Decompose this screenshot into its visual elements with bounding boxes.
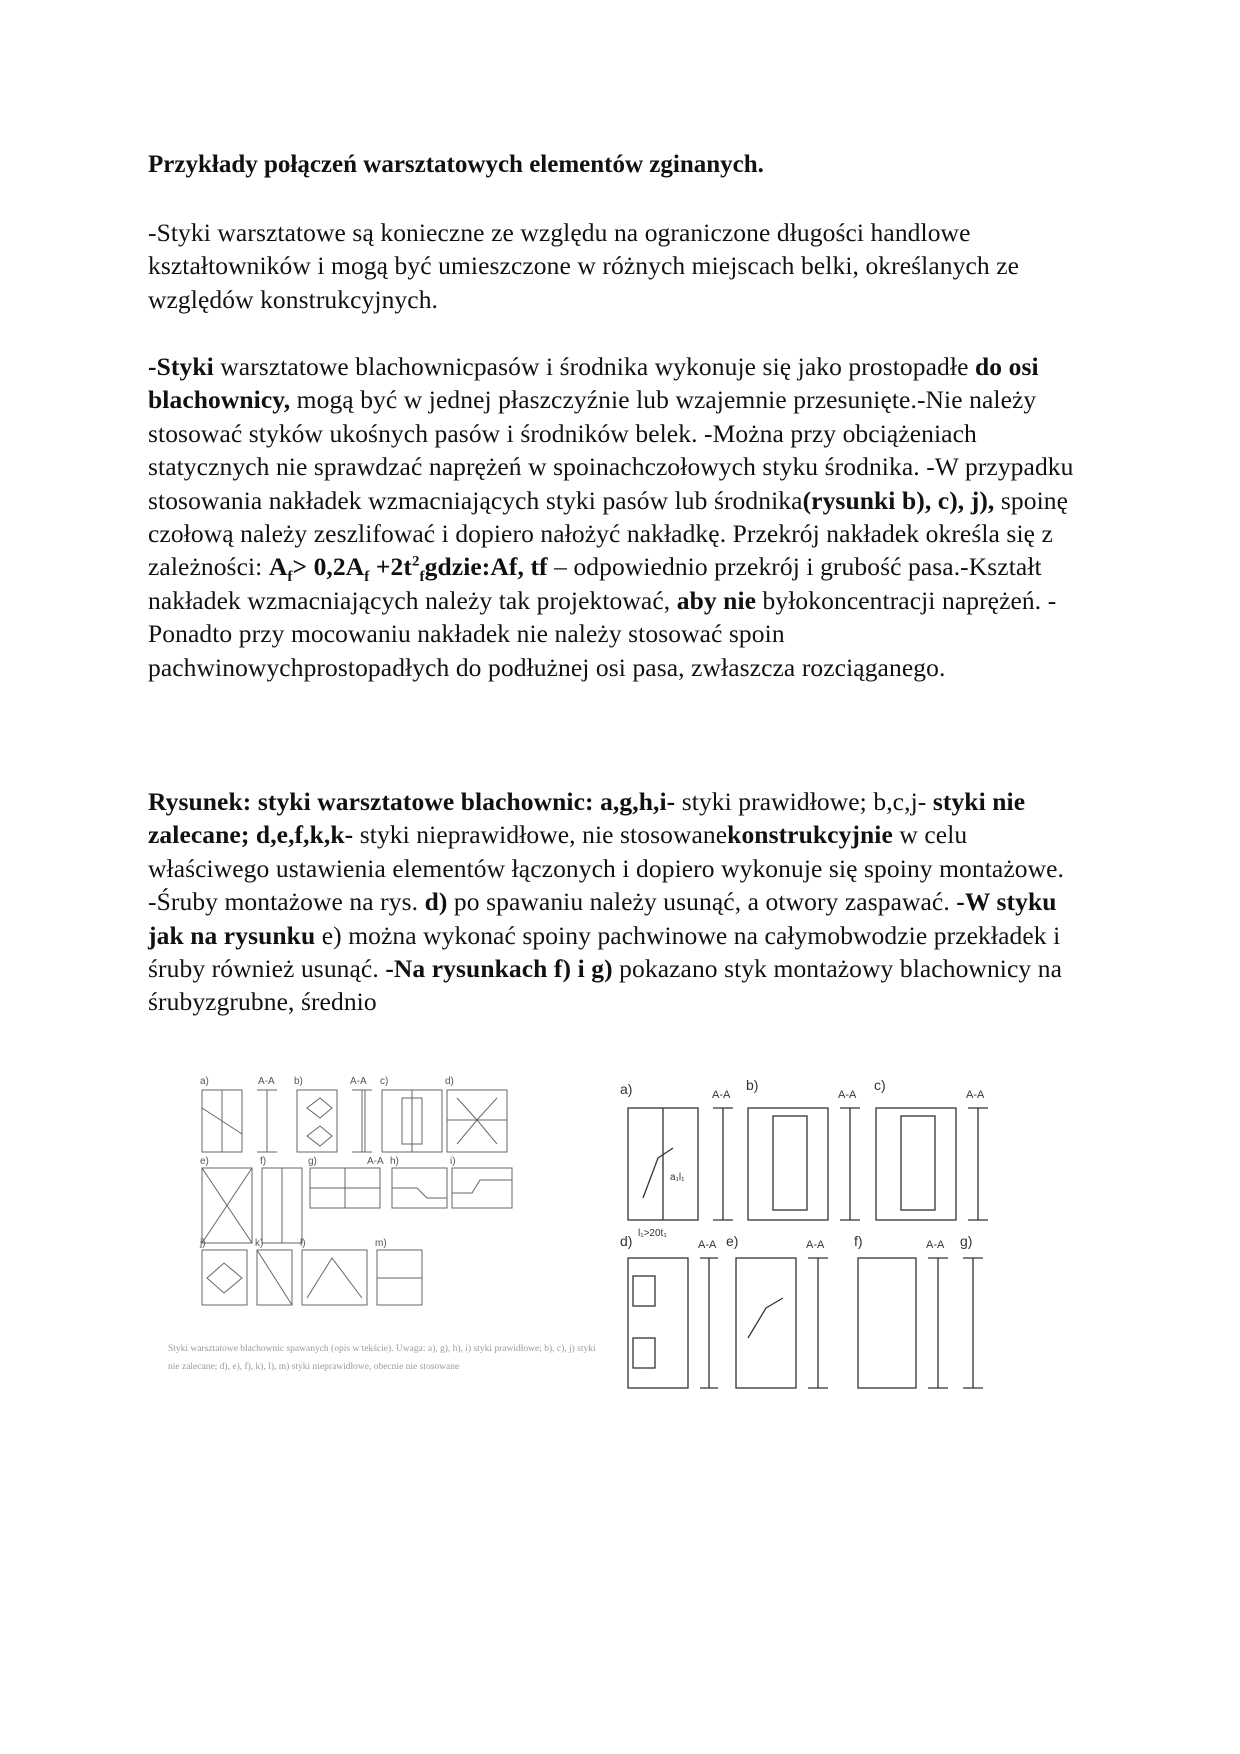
document-title: Przykłady połączeń warsztatowych elementów zginanych. bbox=[148, 151, 764, 178]
section-label: A-A bbox=[806, 1239, 825, 1251]
bold-term: konstrukcyjnie bbox=[727, 820, 893, 850]
text-run: w celu właściwego ustawienia elementów łączonych i dopiero wykonuje się spoiny montażowe. -Śruby montażowe na rys. bbox=[148, 820, 1065, 917]
label-c: c) bbox=[874, 1077, 886, 1093]
label-b: b) bbox=[294, 1076, 303, 1087]
label-a: a) bbox=[620, 1081, 633, 1097]
panel-i bbox=[452, 1168, 512, 1208]
label-i: i) bbox=[450, 1156, 456, 1167]
label-e: e) bbox=[726, 1233, 739, 1249]
panel-b bbox=[748, 1108, 828, 1220]
paragraph-plate-girder-splices bbox=[148, 350, 1088, 684]
text-run: mogą być w jednej płaszczyźnie lub wzajemnie przesunięte.-Nie należy stosować styków ukośnych pasów i środników belek. -Można przy obciążeniach statycznych nie sprawdzać naprężeń w spoinachczołowych styku środnika. -W przypadku stosowania nakładek wzmacniających styki pasów lub środnika bbox=[148, 385, 1074, 515]
bold-term: -Na rysunkach f) i g) bbox=[385, 954, 613, 984]
label-c: c) bbox=[380, 1076, 389, 1087]
bold-term: (rysunki b), c), j), bbox=[802, 485, 995, 515]
panel-c bbox=[876, 1108, 956, 1220]
label-g: g) bbox=[308, 1156, 317, 1167]
figure-caption-left: Styki warsztatowe blachownic spawanych (opis w tekście). Uwaga: a), g), h), i) styki prawidłowe; b), c), j) styki nie zalecane; d), e), f), k), l), m) styki nieprawidłowe, obecnie nie stosowane bbox=[168, 1344, 596, 1372]
bold-term: styki nie zalecane; d,e,f,k,k- bbox=[148, 787, 1026, 850]
text-run: pokazano styk montażowy blachownicy na śrubyzgrubne, średnio bbox=[148, 954, 1062, 1017]
figure-welded-splices-right bbox=[618, 1068, 1073, 1408]
text-run: warsztatowe blachownicpasów i środnika wykonuje się jako prostopadłe bbox=[213, 352, 975, 381]
text-run: styki nieprawidłowe, nie stosowane bbox=[353, 820, 728, 850]
label-d: d) bbox=[445, 1076, 454, 1087]
dimension-label: l₁>20t₁ bbox=[638, 1228, 667, 1239]
section-label: A-A bbox=[712, 1089, 731, 1101]
label-d: d) bbox=[620, 1233, 633, 1249]
bold-term: -W styku jak na rysunku bbox=[148, 887, 1057, 950]
label-b: b) bbox=[746, 1077, 759, 1093]
label-e: e) bbox=[200, 1156, 209, 1167]
text-run: po spawaniu należy usunąć, a otwory zaspawać. bbox=[447, 887, 957, 917]
bold-term: d) bbox=[424, 887, 448, 917]
paragraph-figure-description bbox=[148, 785, 1088, 1019]
label-j: j) bbox=[200, 1238, 206, 1249]
panel-j bbox=[202, 1250, 247, 1305]
section-label: A-A bbox=[698, 1239, 717, 1251]
formula: $A_f> 0,2A_f$ $+2t^2_fgdzie:Af$, tf bbox=[268, 552, 548, 586]
label-g: g) bbox=[960, 1233, 973, 1249]
panel-f bbox=[858, 1258, 916, 1388]
label-l: l) bbox=[300, 1238, 306, 1249]
panel-d bbox=[447, 1090, 507, 1152]
text-run: e) można wykonać spoiny pachwinowe na całymobwodzie przekładek i śruby również usunąć. bbox=[148, 920, 1061, 984]
section-label: A-A bbox=[258, 1076, 275, 1087]
bold-term: -Styki bbox=[148, 352, 214, 381]
paragraph-shop-splices: -Styki warsztatowe są konieczne ze względu na ograniczone długości handlowe kształtowników i mogą być umieszczone w różnych miejscach belki, określanych ze względów konstrukcyjnych. bbox=[148, 218, 1020, 314]
section-label: A-A bbox=[838, 1089, 857, 1101]
label-a: a) bbox=[200, 1076, 209, 1087]
section-label: A-A bbox=[350, 1076, 367, 1087]
text-run: spoinę czołową należy zeszlifować i dopiero nałożyć nakładkę. Przekrój nakładek określa się z zależności: bbox=[148, 485, 1069, 582]
panel-l bbox=[302, 1250, 367, 1305]
label-h: h) bbox=[390, 1156, 399, 1167]
label-k: k) bbox=[255, 1238, 264, 1249]
section-label: A-A bbox=[966, 1089, 985, 1101]
text-run: byłokoncentracji naprężeń. -Ponadto przy mocowaniu nakładek nie należy stosować spoin pachwinowychprostopadłych do podłużnej osi pasa, zwłaszcza rozciąganego. bbox=[148, 585, 1057, 682]
weld-label: a₁l₁ bbox=[670, 1172, 685, 1183]
label-f: f) bbox=[854, 1233, 863, 1249]
text-run: – odpowiednio przekrój i grubość pasa.-Kształt nakładek wzmacniających należy tak projektować, bbox=[148, 552, 1042, 615]
panel-b bbox=[297, 1090, 337, 1152]
section-label: A-A bbox=[926, 1239, 945, 1251]
section-label: A-A bbox=[367, 1156, 384, 1167]
text-run: styki prawidłowe; b,c,j- bbox=[675, 787, 933, 816]
bold-term: aby nie bbox=[676, 585, 757, 615]
label-m: m) bbox=[375, 1238, 387, 1249]
label-f: f) bbox=[260, 1156, 267, 1167]
panel-e bbox=[736, 1258, 796, 1388]
bold-term: do osi blachownicy, bbox=[148, 352, 1039, 415]
bold-term: Rysunek: styki warsztatowe blachownic: a,g,h,i- bbox=[148, 787, 676, 816]
